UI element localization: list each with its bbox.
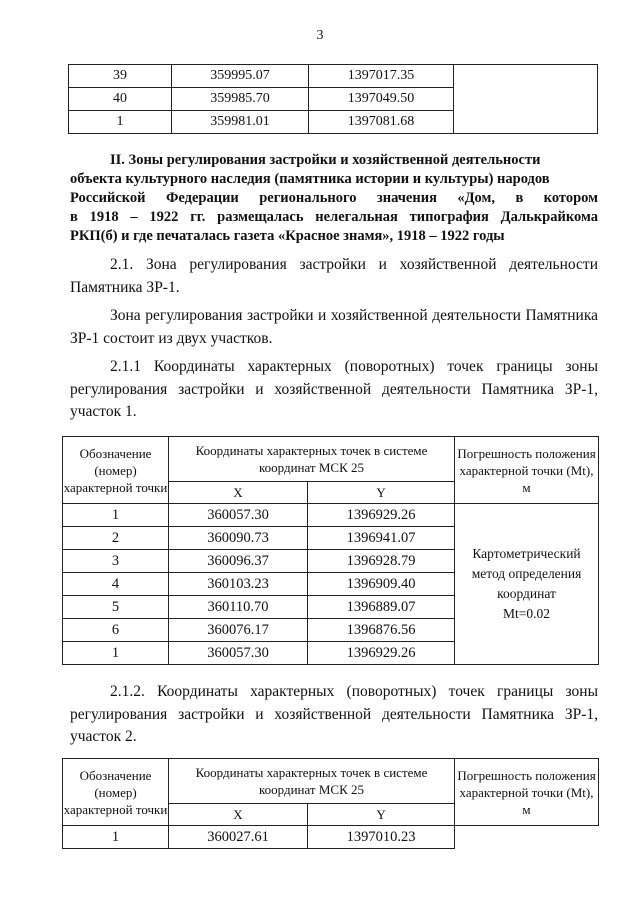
paragraph-line: Зона регулирования застройки и хозяйственной деятельности Памятника [110, 307, 598, 324]
paragraph-2-1 [70, 254, 598, 299]
paragraph-line: 2.1. Зона регулирования застройки и хозяйственной деятельности [110, 256, 598, 273]
y-value: 1397081.68 [309, 111, 454, 134]
point-number: 1 [63, 642, 169, 665]
paragraph-line: Памятника ЗР-1. [70, 278, 180, 296]
y-value: 1396929.26 [308, 504, 455, 527]
paragraph-zone [70, 305, 598, 350]
heading-line: РКП(б) и где печаталась газета «Красное знамя», 1918 – 1922 годы [70, 228, 505, 244]
top-coordinates-table [68, 64, 598, 134]
paragraph-line: 2.1.1 Координаты характерных (поворотных) точек границы зоны [110, 358, 598, 375]
heading-line: в 1918 – 1922 гг. размещалась нелегальная типография Далькрайкома [70, 209, 598, 225]
y-header: Y [308, 482, 455, 504]
y-value: 1396929.26 [308, 642, 455, 665]
x-header: X [169, 804, 308, 826]
y-value: 1396909.40 [308, 573, 455, 596]
y-value: 1396876.56 [308, 619, 455, 642]
y-value: 1397049.50 [309, 88, 454, 111]
table-row [63, 826, 599, 849]
heading-line: Российской Федерации регионального значения «Дом, в котором [70, 190, 598, 206]
x-header: X [169, 482, 308, 504]
paragraph-2-1-1 [70, 356, 598, 424]
y-header: Y [308, 804, 455, 826]
x-value: 360057.30 [169, 642, 308, 665]
method-cell [455, 504, 599, 665]
coordinates-table-1 [62, 436, 599, 665]
heading-line: II. Зоны регулирования застройки и хозяйственной деятельности [110, 152, 541, 168]
x-value: 360096.37 [169, 550, 308, 573]
point-number: 5 [63, 596, 169, 619]
x-value: 360057.30 [169, 504, 308, 527]
x-value: 359995.07 [172, 65, 309, 88]
method-line: Mt=0.02 [503, 606, 551, 621]
method-line: Картометрический [472, 546, 581, 561]
coordinates-table-2 [62, 758, 599, 849]
designation-header: Обозначение (номер) характерной точки [63, 759, 169, 826]
paragraph-line: участок 1. [70, 403, 137, 420]
point-number: 1 [63, 826, 169, 849]
heading-line: объекта культурного наследия (памятника истории и культуры) народов [70, 171, 550, 187]
paragraph-line: регулирования застройки и хозяйственной деятельности Памятника ЗР-1, [70, 705, 598, 723]
system-header: Координаты характерных точек в системе координат МСК 25 [169, 437, 455, 482]
method-line: координат [497, 586, 556, 601]
table-row [69, 65, 598, 88]
y-value: 1396941.07 [308, 527, 455, 550]
point-number: 40 [69, 88, 172, 111]
accuracy-header: Погрешность положения характерной точки (Mt), м [455, 759, 599, 826]
y-value: 1397010.23 [308, 826, 455, 849]
point-number: 1 [63, 504, 169, 527]
accuracy-cell [454, 65, 598, 134]
y-value: 1397017.35 [309, 65, 454, 88]
system-header: Координаты характерных точек в системе координат МСК 25 [169, 759, 455, 804]
paragraph-line: ЗР-1 состоит из двух участков. [70, 329, 273, 347]
x-value: 359981.01 [172, 111, 309, 134]
paragraph-2-1-2 [70, 681, 598, 749]
designation-header: Обозначение (номер) характерной точки [63, 437, 169, 504]
accuracy-header: Погрешность положения характерной точки (Mt), м [455, 437, 599, 504]
table-header-row [63, 759, 599, 804]
x-value: 359985.70 [172, 88, 309, 111]
table-row [63, 504, 599, 527]
x-value: 360103.23 [169, 573, 308, 596]
point-number: 39 [69, 65, 172, 88]
page-number: 3 [316, 28, 324, 43]
x-value: 360027.61 [169, 826, 308, 849]
paragraph-line: участок 2. [70, 728, 137, 745]
section-heading [70, 151, 598, 246]
x-value: 360090.73 [169, 527, 308, 550]
point-number: 3 [63, 550, 169, 573]
point-number: 4 [63, 573, 169, 596]
point-number: 2 [63, 527, 169, 550]
x-value: 360110.70 [169, 596, 308, 619]
paragraph-line: 2.1.2. Координаты характерных (поворотных) точек границы зоны [110, 683, 598, 700]
point-number: 1 [69, 111, 172, 134]
point-number: 6 [63, 619, 169, 642]
method-line: метод определения [471, 566, 582, 581]
x-value: 360076.17 [169, 619, 308, 642]
y-value: 1396928.79 [308, 550, 455, 573]
paragraph-line: регулирования застройки и хозяйственной деятельности Памятника ЗР-1, [70, 380, 598, 398]
y-value: 1396889.07 [308, 596, 455, 619]
table-header-row [63, 437, 599, 482]
